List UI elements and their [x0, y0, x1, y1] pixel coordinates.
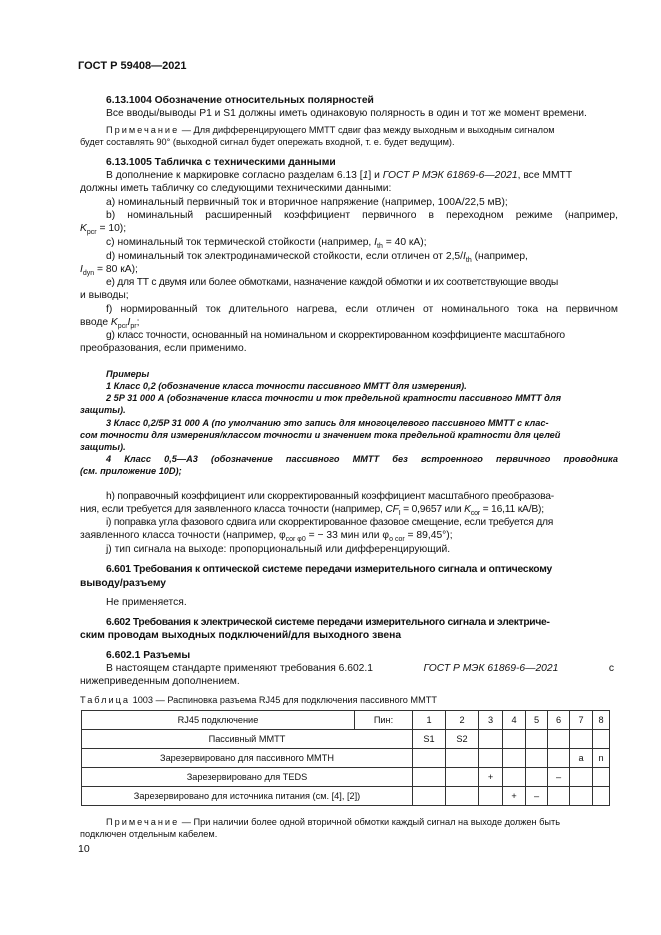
row-label: Зарезервировано для TEDS: [82, 768, 413, 787]
note-text: — Для дифференцирующего ММТТ сдвиг фаз между выходным и выходным сигналом: [179, 125, 555, 135]
list-item: j) тип сигнала на выходе: пропорциональный или дифференцирующий.: [106, 544, 451, 555]
header-cell: 4: [503, 711, 526, 730]
table-cell: [548, 787, 570, 806]
row-label: Зарезервировано для источника питания (см. [4], [2]): [82, 787, 413, 806]
paragraph: должны иметь табличку со следующими техническими данными:: [80, 183, 392, 194]
table-cell: [526, 730, 548, 749]
header-cell: 8: [593, 711, 610, 730]
table-row: [82, 787, 610, 806]
list-item: g) класс точности, основанный на номинальном и скорректированном коэффициенте масштабного: [106, 330, 565, 341]
paragraph: В настоящем стандарте применяют требования 6.602.1 ГОСТ Р МЭК 61869-6—2021 с: [106, 663, 614, 674]
table-cell: [570, 730, 593, 749]
table-cell: +: [503, 787, 526, 806]
note-label: Примечание: [106, 125, 180, 135]
table-cell: a: [570, 749, 593, 768]
example-item: защиты).: [80, 405, 126, 415]
note-text: будет составлять 90° (выходной сигнал будет опережать входной, т. е. будет ведущим).: [80, 137, 455, 147]
table-cell: [570, 768, 593, 787]
list-item: b) номинальный расширенный коэффициент первичного в переходном режиме (например,: [106, 210, 618, 221]
table-cell: [503, 768, 526, 787]
list-item: e) для ТТ с двумя или более обмотками, назначение каждой обмотки и их соответствующие вводы: [106, 277, 559, 288]
note-label: Примечание: [106, 817, 180, 827]
note-text: — При наличии более одной вторичной обмотки каждый сигнал на выходе должен быть: [179, 817, 561, 827]
table-cell: n: [593, 749, 610, 768]
table-cell: [479, 749, 503, 768]
section-title-nameplate: 6.13.1005 Табличка с техническими данными: [106, 157, 336, 168]
note-text: подключен отдельным кабелем.: [80, 829, 218, 839]
header-cell: 7: [570, 711, 593, 730]
table-header-row: [82, 711, 610, 730]
table-row: [82, 730, 610, 749]
example-item: 1 Класс 0,2 (обозначение класса точности пассивного ММТТ для измерения).: [106, 381, 467, 391]
table-cell: [526, 749, 548, 768]
list-item: a) номинальный первичный ток и вторичное напряжение (например, 100А/22,5 мВ);: [106, 197, 508, 208]
list-item: c) номинальный ток термической стойкости (например, $I_{th} = 40$ кА);: [106, 237, 427, 251]
example-item: защиты).: [80, 442, 126, 452]
section-title-polarity: 6.13.1004 Обозначение относительных полярностей: [106, 95, 374, 106]
rj45-pinout-table: [81, 710, 610, 806]
header-cell: 6: [548, 711, 570, 730]
list-item: f) нормированный ток длительного нагрева, если отличен от номинального тока на первичном: [106, 304, 618, 315]
table-caption: Таблица 1003 — Распиновка разъема RJ45 для подключения пассивного ММТТ: [80, 695, 437, 705]
table-cell: [413, 768, 446, 787]
example-item: 2 5P 31 000 А (обозначение класса точности и ток предельной кратности пассивного ММТТ для: [106, 393, 561, 403]
table-cell: [548, 730, 570, 749]
table-cell: [413, 787, 446, 806]
paragraph: Не применяется.: [106, 597, 187, 608]
table-cell: [479, 787, 503, 806]
header-cell: 1: [413, 711, 446, 730]
row-label: Зарезервировано для пассивного ММТН: [82, 749, 413, 768]
example-item: сом точности для измерения/классом точности и значением тока предельной кратности для целей: [80, 430, 561, 440]
subsection-title-connectors: 6.602.1 Разъемы: [106, 650, 191, 661]
document-header: ГОСТ Р 59408—2021: [78, 60, 187, 72]
page-number: 10: [78, 843, 90, 855]
list-item: преобразования, если применимо.: [80, 343, 247, 354]
list-item: $I_{dyn} = 80$ кА);: [80, 264, 138, 278]
header-cell: 2: [446, 711, 479, 730]
list-item: и выводы;: [80, 290, 129, 301]
table-cell: [446, 768, 479, 787]
list-item: d) номинальный ток электродинамической стойкости, если отличен от $2,5/I_{th}$ (например,: [106, 251, 528, 265]
list-item: i) поправка угла фазового сдвига или скорректированное фазовое смещение, если требуется для: [106, 517, 554, 528]
paragraph: В дополнение к маркировке согласно разделам 6.13 [1] и ГОСТ Р МЭК 61869-6—2021, все ММТТ: [106, 170, 573, 181]
table-cell: –: [526, 787, 548, 806]
example-item: (см. приложение 10D);: [80, 466, 182, 476]
table-cell: [446, 787, 479, 806]
list-item: ния, если требуется для заявленного класса точности (например, $CF_I = 0,9657$ или $K_{cor} = 16,11$ кА/В);: [80, 504, 544, 518]
example-item: 3 Класс 0,2/5P 31 000 А (по умолчанию это запись для многоцелевого пассивного ММТТ с клас-: [106, 418, 549, 428]
example-item: 4 Класс 0,5—А3 (обозначение пассивного ММТТ без встроенного первичного проводника: [106, 454, 618, 464]
standard-reference: ГОСТ Р МЭК 61869-6—2021: [423, 663, 559, 674]
section-title-optical: выводу/разъему: [80, 578, 167, 589]
header-cell: 5: [526, 711, 548, 730]
header-cell: Пин:: [355, 711, 413, 730]
table-cell: [593, 787, 610, 806]
row-label: Пассивный ММТТ: [82, 730, 413, 749]
table-cell: [548, 749, 570, 768]
examples-title: Примеры: [106, 369, 150, 379]
table-cell: [446, 749, 479, 768]
table-cell: [503, 749, 526, 768]
table-cell: [413, 749, 446, 768]
section-title-optical: 6.601 Требования к оптической системе передачи измерительного сигнала и оптическому: [106, 564, 553, 575]
note: [106, 816, 560, 828]
section-title-electrical: ским проводам выходных подключений/для выходного звена: [80, 630, 402, 641]
list-item: h) поправочный коэффициент или скорректированный коэффициент масштабного преобразова-: [106, 491, 554, 502]
paragraph: Все вводы/выводы P1 и S1 должны иметь одинаковую полярность в один и тот же момент времени.: [106, 108, 587, 119]
list-item: $K_{pcr} = 10$);: [80, 223, 127, 237]
table-cell: [593, 768, 610, 787]
table-row: [82, 749, 610, 768]
list-item: вводе $K_{pcr}I_{pr}$;: [80, 317, 140, 331]
list-item: заявленного класса точности (например, $\varphi_{cor \varphi 0}$ = − 33 мин или $\varphi_{o cor} = 89,45^\circ$);: [80, 530, 453, 544]
table-cell: [570, 787, 593, 806]
table-row: [82, 768, 610, 787]
table-cell: [479, 730, 503, 749]
standard-reference: ГОСТ Р МЭК 61869-6—2021: [382, 170, 518, 181]
table-cell: [593, 730, 610, 749]
table-cell: –: [548, 768, 570, 787]
table-cell: [503, 730, 526, 749]
table-cell: +: [479, 768, 503, 787]
table-cell: S1: [413, 730, 446, 749]
header-cell: 3: [479, 711, 503, 730]
paragraph: нижеприведенным дополнением.: [80, 676, 240, 687]
table-cell: S2: [446, 730, 479, 749]
header-cell: RJ45 подключение: [82, 711, 355, 730]
section-title-electrical: 6.602 Требования к электрической системе передачи измерительного сигнала и электриче-: [106, 617, 550, 628]
note: [106, 124, 555, 136]
table-cell: [526, 768, 548, 787]
